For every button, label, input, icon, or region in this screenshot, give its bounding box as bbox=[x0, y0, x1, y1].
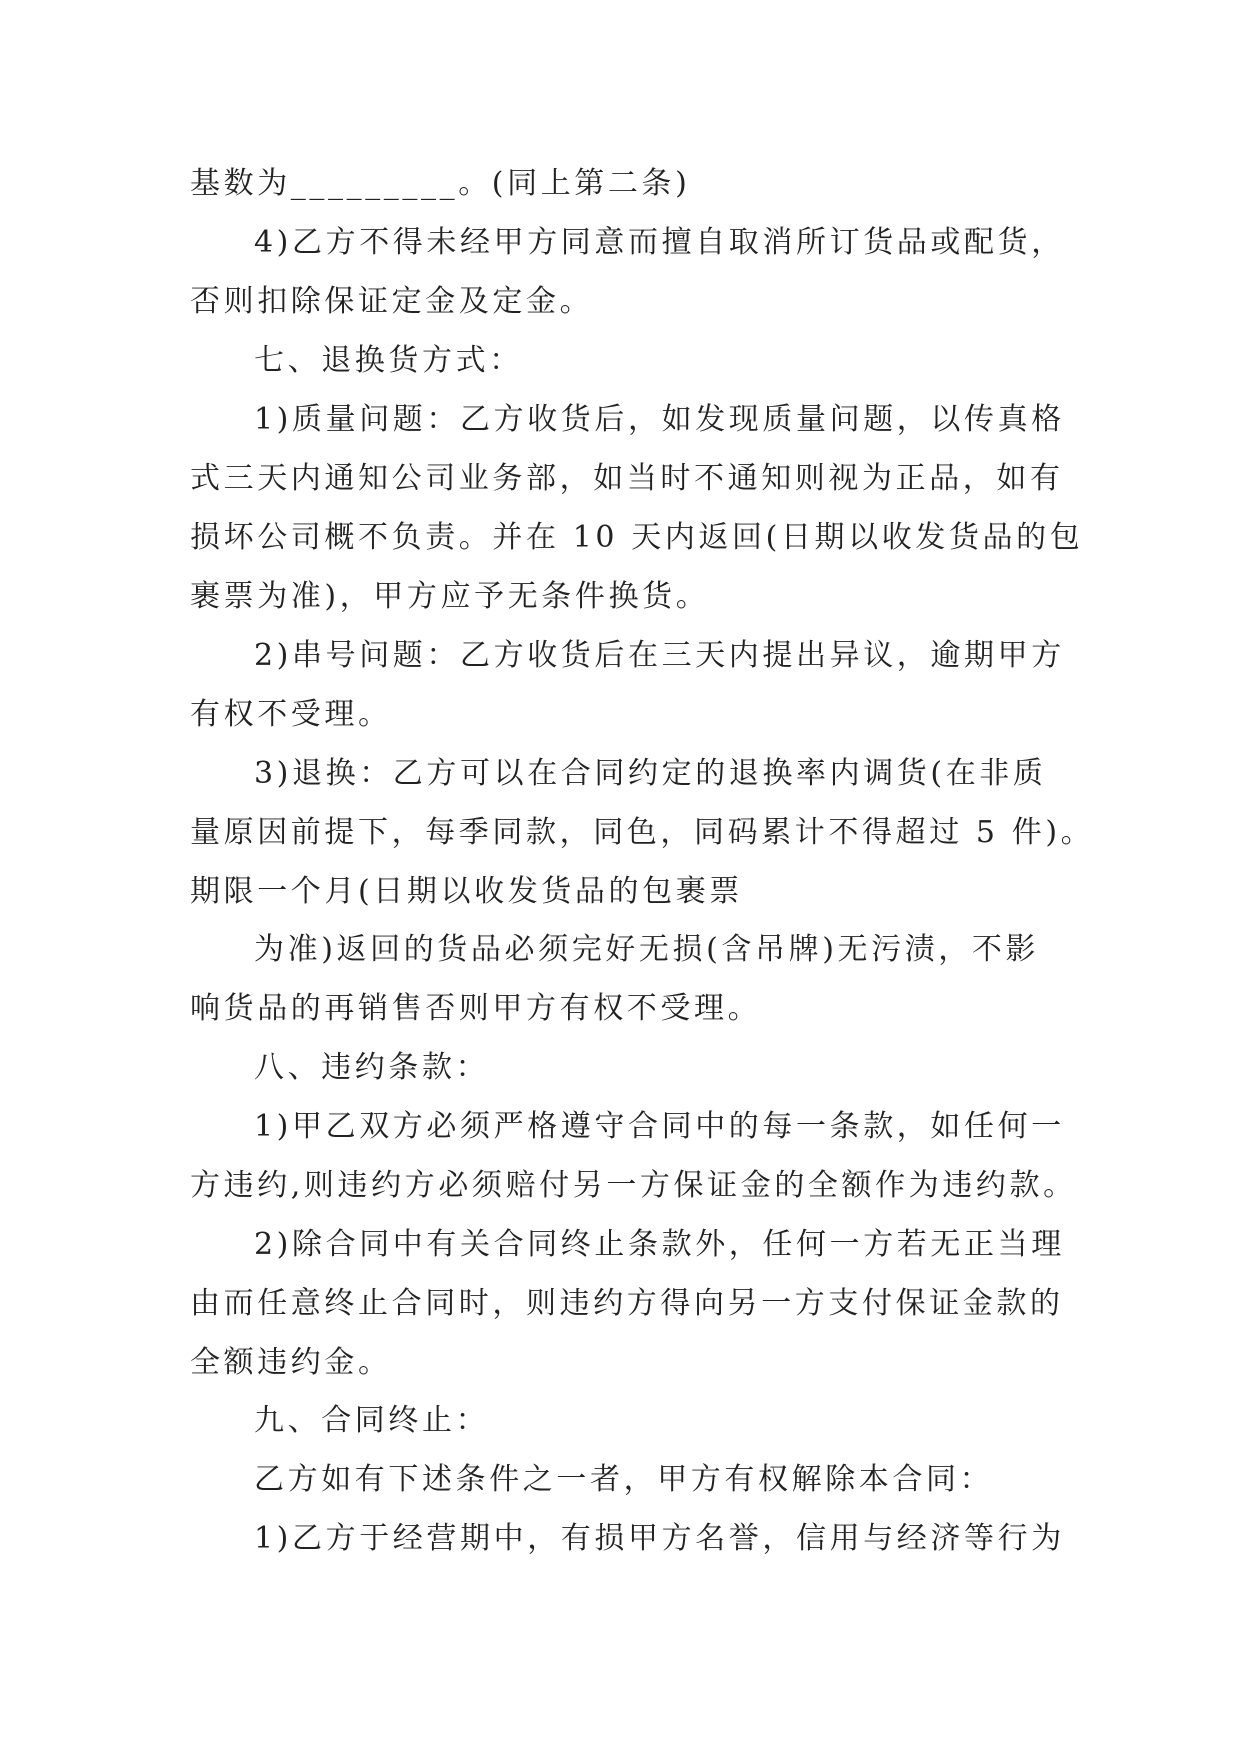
section-heading: 七、退换货方式： bbox=[254, 343, 523, 378]
text-line: 2)串号问题：乙方收货后在三天内提出异议，逾期甲方 bbox=[254, 638, 1065, 673]
text-line: 损坏公司概不负责。并在 10 天内返回(日期以收发货品的包 bbox=[190, 520, 1084, 555]
text-line: 由而任意终止合同时，则违约方得向另一方支付保证金款的 bbox=[190, 1286, 1064, 1321]
text-line: 2)除合同中有关合同终止条款外，任何一方若无正当理 bbox=[254, 1227, 1065, 1262]
text-line: 有权不受理。 bbox=[190, 697, 392, 732]
text-line: 3)退换：乙方可以在合同约定的退换率内调货(在非质 bbox=[254, 756, 1047, 791]
text-line: 否则扣除保证定金及定金。 bbox=[190, 284, 594, 319]
section-heading: 八、违约条款： bbox=[254, 1050, 490, 1085]
text-line: 1)质量问题：乙方收货后，如发现质量问题，以传真格 bbox=[254, 402, 1065, 437]
text-line: 裹票为准)，甲方应予无条件换货。 bbox=[190, 579, 710, 614]
text-line: 方违约,则违约方必须赔付另一方保证金的全额作为违约款。 bbox=[190, 1168, 1077, 1203]
text-line: 响货品的再销售否则甲方有权不受理。 bbox=[190, 991, 762, 1026]
text-line: 4)乙方不得未经甲方同意而擅自取消所订货品或配货， bbox=[254, 225, 1065, 260]
text-line: 式三天内通知公司业务部，如当时不通知则视为正品，如有 bbox=[190, 461, 1064, 496]
text-line: 基数为_________。(同上第二条) bbox=[190, 166, 691, 201]
text-line: 量原因前提下，每季同款，同色，同码累计不得超过 5 件)。 bbox=[190, 815, 1095, 850]
text-line: 期限一个月(日期以收发货品的包裹票 bbox=[190, 874, 743, 909]
text-line: 1)甲乙双方必须严格遵守合同中的每一条款，如任何一 bbox=[254, 1109, 1065, 1144]
text-line: 1)乙方于经营期中，有损甲方名誉，信用与经济等行为 bbox=[254, 1521, 1065, 1556]
text-line: 乙方如有下述条件之一者，甲方有权解除本合同： bbox=[254, 1462, 994, 1497]
section-heading: 九、合同终止： bbox=[254, 1403, 490, 1438]
text-line: 全额违约金。 bbox=[190, 1345, 392, 1380]
text-line: 为准)返回的货品必须完好无损(含吊牌)无污渍，不影 bbox=[254, 932, 1040, 967]
